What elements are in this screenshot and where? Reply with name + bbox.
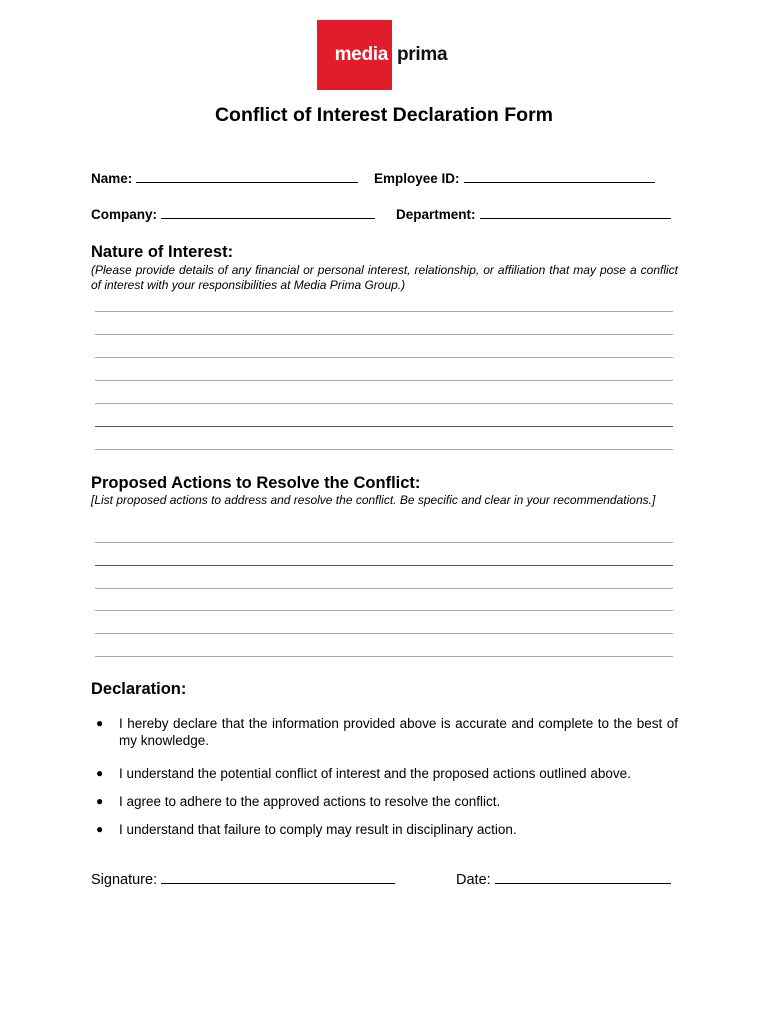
date-label: Date: bbox=[456, 872, 491, 888]
employee-id-field[interactable] bbox=[374, 171, 655, 186]
nature-line[interactable] bbox=[95, 380, 673, 381]
declaration-item-text: I hereby declare that the information provided above is accurate and complete to the best of my knowledge. bbox=[119, 716, 678, 748]
logo-prima-text: prima bbox=[397, 44, 448, 65]
employee-id-blank[interactable] bbox=[464, 171, 655, 183]
name-label: Name: bbox=[91, 171, 133, 186]
actions-line[interactable] bbox=[95, 588, 673, 589]
bullet-icon: ● bbox=[96, 766, 104, 780]
nature-line[interactable] bbox=[95, 426, 673, 427]
company-field[interactable] bbox=[91, 207, 375, 222]
nature-note: (Please provide details of any financial or personal interest, relationship, or affiliation that may pose a conflict of interest with your responsibilities at Media Prima Group.) bbox=[91, 263, 678, 292]
nature-line[interactable] bbox=[95, 334, 673, 335]
bullet-icon: ● bbox=[96, 822, 104, 836]
declaration-item-text: I understand the potential conflict of interest and the proposed actions outlined above. bbox=[119, 766, 631, 781]
logo-media-text: media bbox=[334, 44, 388, 65]
department-label: Department: bbox=[396, 207, 476, 222]
actions-heading: Proposed Actions to Resolve the Conflict: bbox=[91, 474, 421, 492]
name-field[interactable] bbox=[91, 171, 358, 186]
nature-line[interactable] bbox=[95, 357, 673, 358]
company-label: Company: bbox=[91, 207, 158, 222]
date-field[interactable] bbox=[456, 871, 671, 888]
nature-line[interactable] bbox=[95, 311, 673, 312]
name-blank[interactable] bbox=[136, 171, 358, 183]
signature-field[interactable] bbox=[91, 871, 395, 888]
media-prima-logo bbox=[317, 20, 447, 90]
signature-label: Signature: bbox=[91, 872, 158, 888]
actions-line[interactable] bbox=[95, 656, 673, 657]
actions-line[interactable] bbox=[95, 565, 673, 566]
actions-note: [List proposed actions to address and resolve the conflict. Be specific and clear in your recommendations.] bbox=[91, 493, 656, 507]
bullet-icon: ● bbox=[96, 716, 104, 730]
nature-line[interactable] bbox=[95, 449, 673, 450]
employee-id-label: Employee ID: bbox=[374, 171, 460, 186]
declaration-item-text: I agree to adhere to the approved actions to resolve the conflict. bbox=[119, 794, 501, 809]
signature-blank[interactable] bbox=[161, 871, 395, 884]
nature-heading: Nature of Interest: bbox=[91, 243, 234, 261]
form-title: Conflict of Interest Declaration Form bbox=[214, 104, 554, 126]
company-blank[interactable] bbox=[161, 207, 375, 219]
date-blank[interactable] bbox=[495, 871, 671, 884]
actions-line[interactable] bbox=[95, 610, 673, 611]
declaration-heading: Declaration: bbox=[91, 680, 187, 698]
bullet-icon: ● bbox=[96, 794, 104, 808]
department-blank[interactable] bbox=[480, 207, 671, 219]
logo-red-block bbox=[317, 20, 392, 90]
nature-line[interactable] bbox=[95, 403, 673, 404]
actions-line[interactable] bbox=[95, 633, 673, 634]
declaration-item-text: I understand that failure to comply may result in disciplinary action. bbox=[119, 822, 517, 837]
actions-line[interactable] bbox=[95, 542, 673, 543]
department-field[interactable] bbox=[396, 207, 671, 222]
